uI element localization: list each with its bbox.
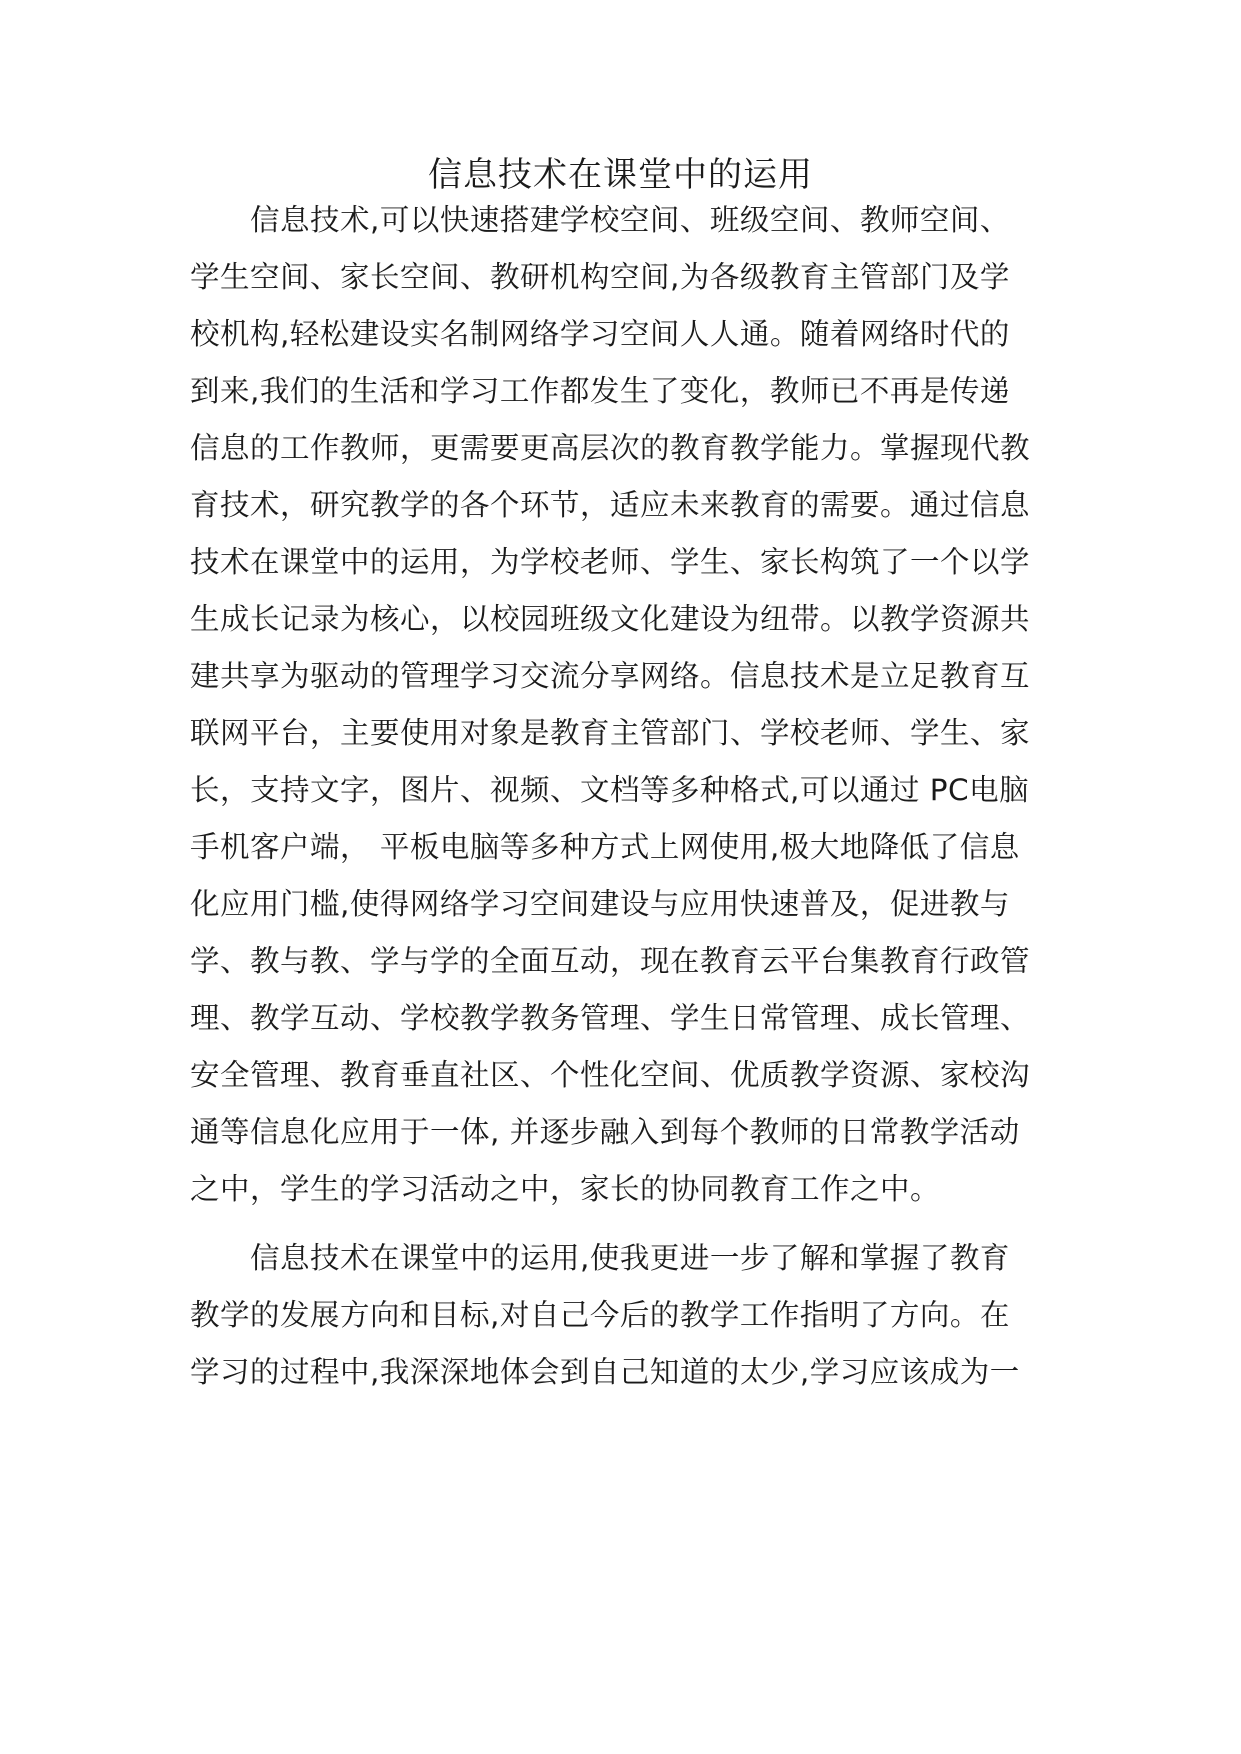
text-line: 理、教学互动、学校教学教务管理、学生日常管理、成长管理、 bbox=[190, 1001, 1031, 1035]
text-line: 建共享为驱动的管理学习交流分享网络。信息技术是立足教育互 bbox=[190, 659, 1031, 693]
document-title: 信息技术在课堂中的运用 bbox=[428, 155, 813, 195]
text-line: 育技术，研究教学的各个环节，适应未来教育的需要。通过信息 bbox=[190, 488, 1031, 522]
text-line: 信息的工作教师，更需要更高层次的教育教学能力。掌握现代教 bbox=[190, 431, 1031, 465]
text-line: 技术在课堂中的运用，为学校老师、学生、家长构筑了一个以学 bbox=[190, 545, 1031, 579]
text-line: 校机构,轻松建设实名制网络学习空间人人通。随着网络时代的 bbox=[190, 317, 1010, 351]
text-line: 长，支持文字，图片、视频、文档等多种格式,可以通过 PC电脑 bbox=[190, 773, 1030, 807]
text-line: 信息技术在课堂中的运用,使我更进一步了解和掌握了教育 bbox=[190, 1241, 1010, 1275]
text-line: 到来,我们的生活和学习工作都发生了变化，教师已不再是传递 bbox=[190, 374, 1010, 408]
text-line: 联网平台，主要使用对象是教育主管部门、学校老师、学生、家 bbox=[190, 716, 1031, 750]
text-line: 手机客户端， 平板电脑等多种方式上网使用,极大地降低了信息 bbox=[190, 830, 1020, 864]
text-line: 生成长记录为核心，以校园班级文化建设为纽带。以教学资源共 bbox=[190, 602, 1031, 636]
text-line: 学生空间、家长空间、教研机构空间,为各级教育主管部门及学 bbox=[190, 260, 1010, 294]
text-line: 信息技术,可以快速搭建学校空间、班级空间、教师空间、 bbox=[190, 203, 1010, 237]
text-line: 教学的发展方向和目标,对自己今后的教学工作指明了方向。在 bbox=[190, 1298, 1010, 1332]
text-line: 通等信息化应用于一体, 并逐步融入到每个教师的日常教学活动 bbox=[190, 1115, 1020, 1149]
text-line: 学习的过程中,我深深地体会到自己知道的太少,学习应该成为一 bbox=[190, 1355, 1020, 1389]
text-line: 安全管理、教育垂直社区、个性化空间、优质教学资源、家校沟 bbox=[190, 1058, 1031, 1092]
text-line: 之中，学生的学习活动之中，家长的协同教育工作之中。 bbox=[190, 1172, 941, 1206]
text-line: 学、教与教、学与学的全面互动，现在教育云平台集教育行政管 bbox=[190, 944, 1031, 978]
text-line: 化应用门槛,使得网络学习空间建设与应用快速普及，促进教与 bbox=[190, 887, 1010, 921]
